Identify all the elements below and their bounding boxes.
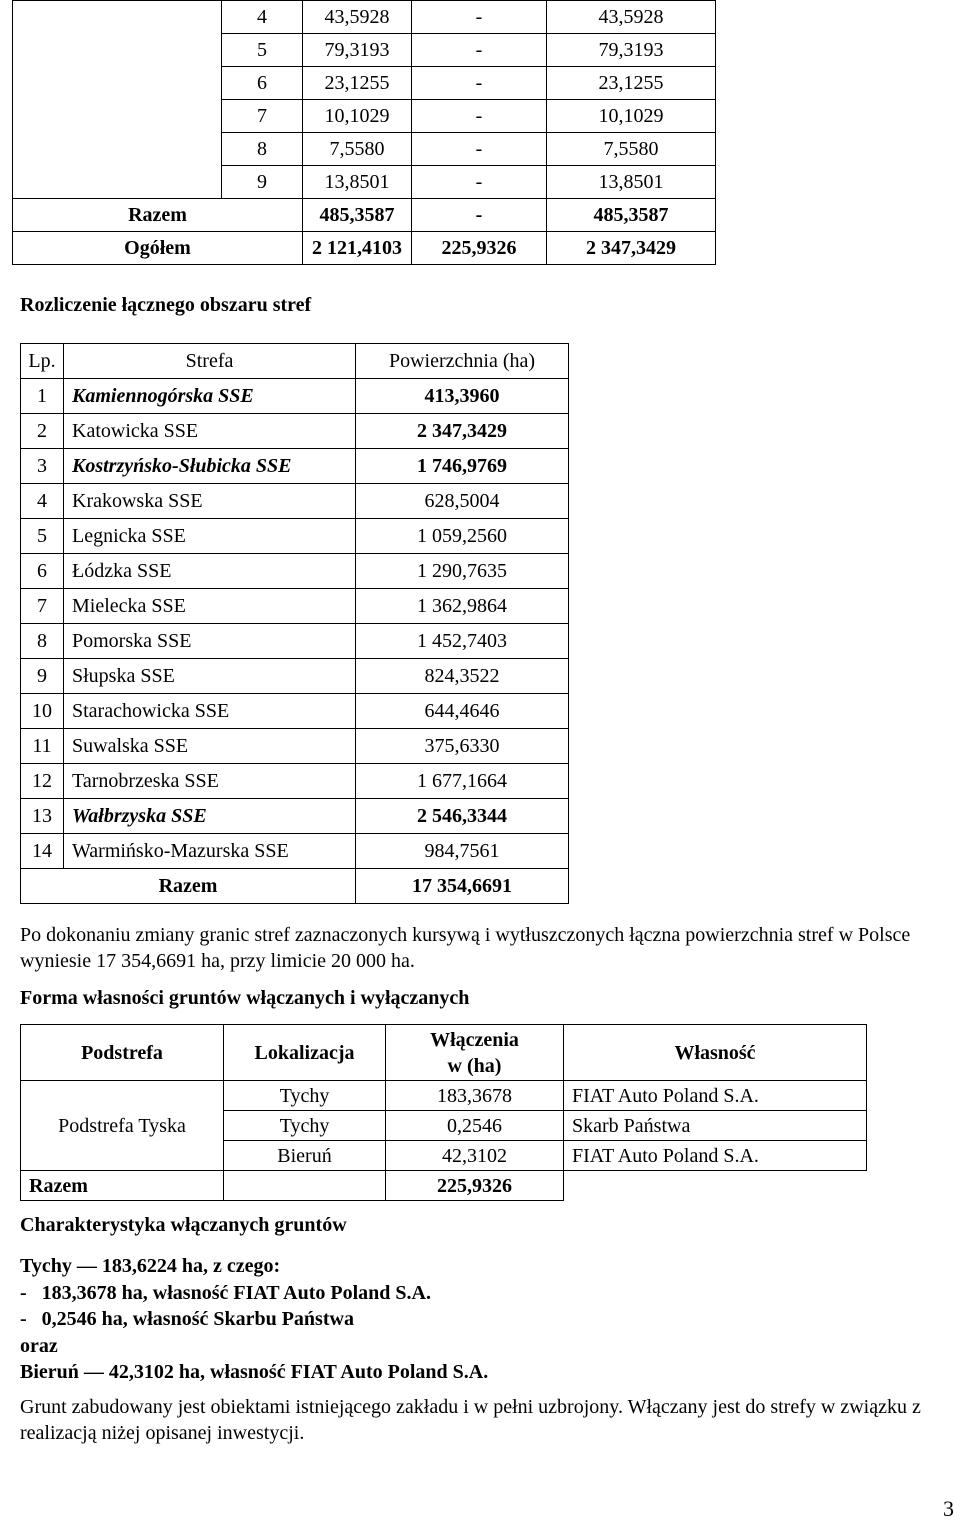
total-label: Razem bbox=[21, 1171, 224, 1201]
lp-cell: 8 bbox=[21, 624, 64, 659]
ogolem-value: 2 121,4103 bbox=[303, 232, 412, 265]
lp-cell: 12 bbox=[21, 764, 64, 799]
paragraph-ground-description: Grunt zabudowany jest obiektami istniejącego zakładu i w pełni uzbrojony. Włączany jest do strefy w związku z realizacją niżej opisanej inwestycji. bbox=[20, 1396, 921, 1444]
zone-name-cell: Kamiennogórska SSE bbox=[64, 379, 356, 414]
lp-cell: 7 bbox=[21, 589, 64, 624]
zone-name-cell: Warmińsko-Mazurska SSE bbox=[64, 834, 356, 869]
heading-zone-area-settlement: Rozliczenie łącznego obszaru stref bbox=[20, 294, 312, 316]
char-line-4: oraz bbox=[20, 1334, 58, 1357]
ownership-cell: FIAT Auto Poland S.A. bbox=[564, 1141, 867, 1171]
value-cell: - bbox=[412, 166, 547, 199]
zone-area-cell: 2 546,3344 bbox=[356, 799, 569, 834]
table-header-row bbox=[21, 1025, 867, 1081]
row-label-cell bbox=[13, 133, 222, 166]
zone-area-cell: 2 347,3429 bbox=[356, 414, 569, 449]
zone-number-cell: 6 bbox=[222, 67, 303, 100]
zone-name-cell: Starachowicka SSE bbox=[64, 694, 356, 729]
ownership-cell: FIAT Auto Poland S.A. bbox=[564, 1081, 867, 1111]
zone-name-cell: Katowicka SSE bbox=[64, 414, 356, 449]
table-row bbox=[21, 694, 569, 729]
zones-area-table bbox=[20, 343, 569, 904]
header-strefa: Strefa bbox=[64, 344, 356, 379]
zone-area-cell: 413,3960 bbox=[356, 379, 569, 414]
header-wlaczenia-line1: Włączenia bbox=[430, 1028, 519, 1051]
zone-name-cell: Kostrzyńsko-Słubicka SSE bbox=[64, 449, 356, 484]
zone-number-cell: 7 bbox=[222, 100, 303, 133]
characteristics-list bbox=[20, 1253, 488, 1386]
value-cell: 43,5928 bbox=[303, 1, 412, 34]
row-label-cell bbox=[13, 67, 222, 100]
table-row bbox=[21, 554, 569, 589]
lp-cell: 5 bbox=[21, 519, 64, 554]
zone-number-cell: 4 bbox=[222, 1, 303, 34]
table-row bbox=[13, 1, 716, 34]
zone-area-cell: 984,7561 bbox=[356, 834, 569, 869]
table-row bbox=[13, 34, 716, 67]
table-row bbox=[21, 834, 569, 869]
table-row bbox=[21, 519, 569, 554]
razem-value: - bbox=[412, 199, 547, 232]
value-cell: 79,3193 bbox=[547, 34, 716, 67]
value-cell: 23,1255 bbox=[547, 67, 716, 100]
zone-area-cell: 1 290,7635 bbox=[356, 554, 569, 589]
area-summary-table bbox=[12, 0, 716, 265]
zone-name-cell: Słupska SSE bbox=[64, 659, 356, 694]
value-cell: 7,5580 bbox=[303, 133, 412, 166]
table-row bbox=[13, 166, 716, 199]
value-cell: 13,8501 bbox=[303, 166, 412, 199]
value-cell: - bbox=[412, 1, 547, 34]
lp-cell: 13 bbox=[21, 799, 64, 834]
table-row bbox=[21, 414, 569, 449]
value-cell: 7,5580 bbox=[547, 133, 716, 166]
zone-name-cell: Legnicka SSE bbox=[64, 519, 356, 554]
zone-area-cell: 1 362,9864 bbox=[356, 589, 569, 624]
lokalizacja-cell: Tychy bbox=[224, 1111, 386, 1141]
zone-name-cell: Mielecka SSE bbox=[64, 589, 356, 624]
zone-number-cell: 8 bbox=[222, 133, 303, 166]
table-row bbox=[21, 589, 569, 624]
header-podstrefa: Podstrefa bbox=[21, 1025, 224, 1081]
lp-cell: 10 bbox=[21, 694, 64, 729]
value-cell: 13,8501 bbox=[547, 166, 716, 199]
total-value: 17 354,6691 bbox=[356, 869, 569, 904]
value-cell: - bbox=[412, 133, 547, 166]
zone-area-cell: 1 059,2560 bbox=[356, 519, 569, 554]
header-wlaczenia-line2: w (ha) bbox=[447, 1054, 502, 1077]
table-row bbox=[13, 133, 716, 166]
razem-row bbox=[13, 199, 716, 232]
zone-area-cell: 375,6330 bbox=[356, 729, 569, 764]
total-value: 225,9326 bbox=[386, 1171, 564, 1201]
heading-ownership-form: Forma własności gruntów włączanych i wyłączanych bbox=[20, 987, 470, 1009]
lp-cell: 9 bbox=[21, 659, 64, 694]
table-row bbox=[21, 379, 569, 414]
table-row bbox=[21, 449, 569, 484]
zone-number-cell: 5 bbox=[222, 34, 303, 67]
char-line-3: - 0,2546 ha, własność Skarbu Państwa bbox=[20, 1308, 354, 1330]
row-label-cell bbox=[13, 166, 222, 199]
zone-name-cell: Tarnobrzeska SSE bbox=[64, 764, 356, 799]
area-cell: 42,3102 bbox=[386, 1141, 564, 1171]
header-lp: Lp. bbox=[21, 344, 64, 379]
razem-label: Razem bbox=[13, 199, 303, 232]
zone-name-cell: Suwalska SSE bbox=[64, 729, 356, 764]
area-cell: 0,2546 bbox=[386, 1111, 564, 1141]
ogolem-row bbox=[13, 232, 716, 265]
podstrefa-name: Podstrefa Tyska bbox=[21, 1081, 224, 1171]
lp-cell: 2 bbox=[21, 414, 64, 449]
char-line-5: Bieruń — 42,3102 ha, własność FIAT Auto Poland S.A. bbox=[20, 1361, 489, 1383]
lp-cell: 3 bbox=[21, 449, 64, 484]
lp-cell: 6 bbox=[21, 554, 64, 589]
table-total-row bbox=[21, 1171, 867, 1201]
zone-area-cell: 1 746,9769 bbox=[356, 449, 569, 484]
header-lokalizacja: Lokalizacja bbox=[224, 1025, 386, 1081]
table-row bbox=[21, 659, 569, 694]
paragraph-area-summary: Po dokonaniu zmiany granic stref zaznaczonych kursywą i wytłuszczonych łączna powierzchnia stref w Polsce wyniesie 17 354,6691 ha, przy limicie 20 000 ha. bbox=[20, 924, 911, 972]
table-row bbox=[21, 764, 569, 799]
value-cell: - bbox=[412, 100, 547, 133]
lp-cell: 4 bbox=[21, 484, 64, 519]
lokalizacja-cell: Bieruń bbox=[224, 1141, 386, 1171]
ogolem-value: 2 347,3429 bbox=[547, 232, 716, 265]
table-row bbox=[13, 67, 716, 100]
total-blank bbox=[564, 1171, 867, 1201]
zone-name-cell: Wałbrzyska SSE bbox=[64, 799, 356, 834]
table-header-row bbox=[21, 344, 569, 379]
zone-name-cell: Pomorska SSE bbox=[64, 624, 356, 659]
table-total-row bbox=[21, 869, 569, 904]
value-cell: 23,1255 bbox=[303, 67, 412, 100]
ogolem-label: Ogółem bbox=[13, 232, 303, 265]
zone-number-cell: 9 bbox=[222, 166, 303, 199]
row-label-cell bbox=[13, 1, 222, 34]
zone-area-cell: 644,4646 bbox=[356, 694, 569, 729]
table-row bbox=[21, 484, 569, 519]
zone-name-cell: Krakowska SSE bbox=[64, 484, 356, 519]
zone-area-cell: 628,5004 bbox=[356, 484, 569, 519]
ownership-table bbox=[20, 1024, 867, 1201]
total-empty-cell bbox=[224, 1171, 386, 1201]
header-wlaczenia bbox=[386, 1025, 564, 1081]
row-label-cell bbox=[13, 100, 222, 133]
header-wlasnosc: Własność bbox=[564, 1025, 867, 1081]
value-cell: 43,5928 bbox=[547, 1, 716, 34]
value-cell: - bbox=[412, 34, 547, 67]
zone-area-cell: 1 452,7403 bbox=[356, 624, 569, 659]
zone-area-cell: 824,3522 bbox=[356, 659, 569, 694]
header-powierzchnia: Powierzchnia (ha) bbox=[356, 344, 569, 379]
table-row bbox=[21, 1081, 867, 1111]
char-line-2: - 183,3678 ha, własność FIAT Auto Poland S.A. bbox=[20, 1281, 431, 1304]
razem-value: 485,3587 bbox=[303, 199, 412, 232]
lp-cell: 1 bbox=[21, 379, 64, 414]
value-cell: 10,1029 bbox=[303, 100, 412, 133]
ogolem-value: 225,9326 bbox=[412, 232, 547, 265]
row-label-cell bbox=[13, 34, 222, 67]
value-cell: 79,3193 bbox=[303, 34, 412, 67]
area-cell: 183,3678 bbox=[386, 1081, 564, 1111]
table-row bbox=[13, 100, 716, 133]
value-cell: 10,1029 bbox=[547, 100, 716, 133]
razem-value: 485,3587 bbox=[547, 199, 716, 232]
table-row bbox=[21, 624, 569, 659]
lokalizacja-cell: Tychy bbox=[224, 1081, 386, 1111]
table-row bbox=[21, 729, 569, 764]
lp-cell: 11 bbox=[21, 729, 64, 764]
ownership-cell: Skarb Państwa bbox=[564, 1111, 867, 1141]
table-row bbox=[21, 799, 569, 834]
lp-cell: 14 bbox=[21, 834, 64, 869]
total-label: Razem bbox=[21, 869, 356, 904]
zone-area-cell: 1 677,1664 bbox=[356, 764, 569, 799]
heading-characteristics: Charakterystyka włączanych gruntów bbox=[20, 1214, 347, 1236]
char-line-1: Tychy — 183,6224 ha, z czego: bbox=[20, 1255, 281, 1277]
value-cell: - bbox=[412, 67, 547, 100]
page-number: 3 bbox=[943, 1496, 954, 1521]
zone-name-cell: Łódzka SSE bbox=[64, 554, 356, 589]
